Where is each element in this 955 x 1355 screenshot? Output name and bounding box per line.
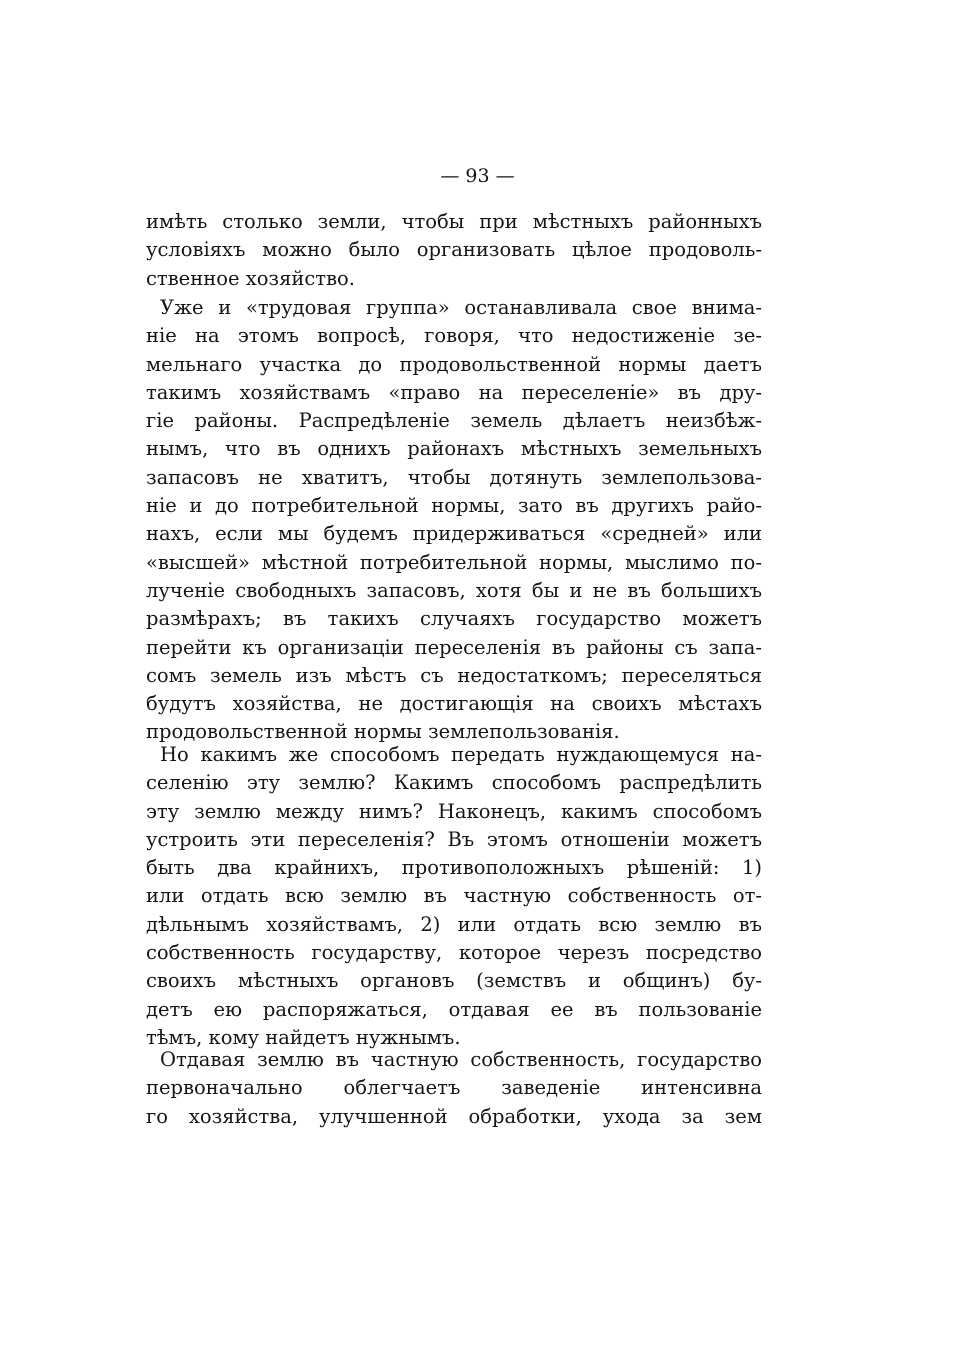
text-line: первоначально облегчаетъ заведеніе интенсивна: [146, 1076, 762, 1100]
text-line: селенію эту землю? Какимъ способомъ распредѣлить: [146, 771, 762, 795]
text-line: такимъ хозяйствамъ «право на переселеніе» въ дру-: [146, 380, 762, 404]
text-line: запасовъ не хватитъ, чтобы дотянуть землепользова-: [146, 465, 762, 489]
text-line: размѣрахъ; въ такихъ случаяхъ государство можетъ: [146, 607, 762, 631]
text-line: Уже и «трудовая группа» останавливала свое внима-: [160, 296, 762, 319]
text-line: ніе на этомъ вопросѣ, говоря, что недостиженіе зе-: [146, 324, 762, 348]
text-line: условіяхъ можно было организовать цѣлое продоволь-: [146, 238, 762, 262]
text-line: эту землю между нимъ? Наконецъ, какимъ способомъ: [146, 799, 762, 823]
text-line: ніе и до потребительной нормы, зато въ другихъ райо-: [146, 494, 762, 518]
text-line: тѣмъ, кому найдетъ нужнымъ.: [146, 1025, 461, 1049]
text-line: детъ ею распоряжаться, отдавая ее въ пользованіе: [146, 997, 762, 1021]
paragraph-2: [146, 294, 762, 747]
text-line: «высшей» мѣстной потребительной нормы, мыслимо по-: [146, 550, 762, 574]
paragraph-1: [146, 208, 762, 293]
text-line: дѣльнымъ хозяйствамъ, 2) или отдать всю землю въ: [146, 912, 762, 936]
text-line: нымъ, что въ однихъ районахъ мѣстныхъ земельныхъ: [146, 437, 762, 461]
text-line: Отдавая землю въ частную собственность, государство: [160, 1048, 762, 1071]
text-line: гіе районы. Распредѣленіе земель дѣлаетъ неизбѣж-: [146, 409, 762, 433]
page-number: — 93 —: [440, 165, 515, 187]
text-line: устроить эти переселенія? Въ этомъ отношеніи можетъ: [146, 827, 762, 851]
text-line: своихъ мѣстныхъ органовъ (земствъ и общинъ) бу-: [146, 969, 762, 993]
text-line: собственность государству, которое черезъ посредство: [146, 941, 762, 965]
text-line: Но какимъ же способомъ передать нуждающемуся на-: [160, 743, 762, 766]
paragraph-4: [146, 1046, 762, 1131]
text-line: быть два крайнихъ, противоположныхъ рѣшеній: 1): [146, 856, 762, 880]
text-line: сомъ земель изъ мѣстъ съ недостаткомъ; переселяться: [146, 663, 762, 687]
text-line: мельнаго участка до продовольственной нормы даетъ: [146, 352, 762, 376]
text-line: имѣть столько земли, чтобы при мѣстныхъ районныхъ: [146, 210, 762, 233]
text-line: лученіе свободныхъ запасовъ, хотя бы и не въ большихъ: [146, 578, 762, 602]
text-line: или отдать всю землю въ частную собственность от-: [146, 884, 762, 908]
text-line: го хозяйства, улучшенной обработки, ухода за зем: [146, 1104, 762, 1128]
text-line: будутъ хозяйства, не достигающія на своихъ мѣстахъ: [146, 692, 762, 716]
text-line: перейти къ организаціи переселенія въ районы съ запа-: [146, 635, 762, 659]
text-line: ственное хозяйство.: [146, 266, 355, 290]
text-line: продовольственной нормы землепользованія.: [146, 720, 620, 744]
text-line: нахъ, если мы будемъ придерживаться «средней» или: [146, 522, 762, 546]
paragraph-3: [146, 741, 762, 1052]
